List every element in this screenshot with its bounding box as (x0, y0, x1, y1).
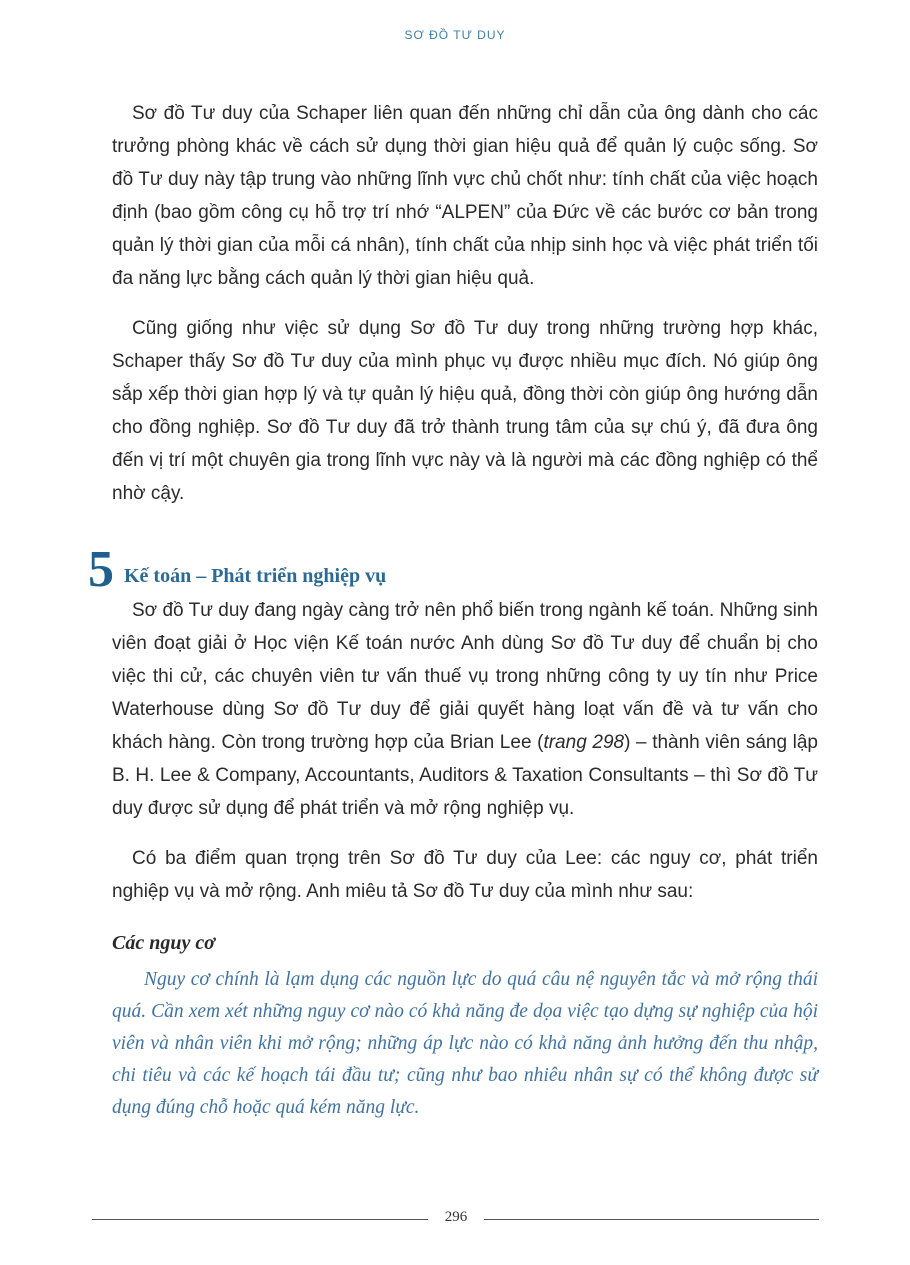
footer-rule-right (484, 1219, 819, 1220)
quote-risks: Nguy cơ chính là lạm dụng các nguồn lực do quá câu nệ nguyên tắc và mở rộng thái quá. Cần xem xét những nguy cơ nào có khả năng đe dọa việc tạo dựng sự nghiệp của hội viên và nhân viên khi mở rộng; những áp lực nào có khả năng ảnh hưởng đến thu nhập, chi tiêu và các kế hoạch tái đầu tư; cũng như bao nhiêu nhân sự có thể không được sử dụng đúng chỗ hoặc quá kém năng lực. (112, 969, 818, 1118)
running-header: SƠ ĐỒ TƯ DUY (404, 28, 506, 42)
page-number: 296 (444, 1209, 468, 1225)
paragraph-accounting-1 (112, 594, 818, 825)
section-number: 5 (88, 541, 114, 598)
page-footer (92, 1209, 819, 1229)
section-heading (88, 540, 818, 598)
paragraph-accounting-2: Có ba điểm quan trọng trên Sơ đồ Tư duy của Lee: các nguy cơ, phát triển nghiệp vụ và mở rộng. Anh miêu tả Sơ đồ Tư duy của mình như sau: (112, 848, 818, 902)
section-title: Kế toán – Phát triển nghiệp vụ (124, 565, 387, 587)
page-content (88, 97, 818, 1124)
sub-heading-risks: Các nguy cơ (112, 932, 215, 954)
paragraph-text: ) – thành viên sáng lập B. H. Lee & Company, Accountants, Auditors & Taxation Consultants – thì Sơ đồ Tư duy được sử dụng để phát triển và mở rộng nghiệp vụ. (112, 732, 818, 819)
paragraph-schaper-2: Cũng giống như việc sử dụng Sơ đồ Tư duy trong những trường hợp khác, Schaper thấy Sơ đồ Tư duy của mình phục vụ được nhiều mục đích. Nó giúp ông sắp xếp thời gian hợp lý và tự quản lý hiệu quả, đồng thời còn giúp ông hướng dẫn cho đồng nghiệp. Sơ đồ Tư duy đã trở thành trung tâm của sự chú ý, đã đưa ông đến vị trí một chuyên gia trong lĩnh vực này và là người mà các đồng nghiệp có thể nhờ cậy. (112, 318, 818, 504)
paragraph-schaper-1: Sơ đồ Tư duy của Schaper liên quan đến những chỉ dẫn của ông dành cho các trưởng phòng khác về cách sử dụng thời gian hiệu quả để quản lý cuộc sống. Sơ đồ Tư duy này tập trung vào những lĩnh vực chủ chốt như: tính chất của việc hoạch định (bao gồm công cụ hỗ trợ trí nhớ “ALPEN” của Đức về các bước cơ bản trong quản lý thời gian của mỗi cá nhân), tính chất của nhịp sinh học và việc phát triển tối đa năng lực bằng cách quản lý thời gian hiệu quả. (112, 103, 818, 289)
footer-rule-left (92, 1219, 428, 1220)
paragraph-text: Sơ đồ Tư duy đang ngày càng trở nên phổ biến trong ngành kế toán. Những sinh viên đoạt giải ở Học viện Kế toán nước Anh dùng Sơ đồ Tư duy để chuẩn bị cho việc thi cử, các chuyên viên tư vấn thuế vụ trong những công ty uy tín như Price Waterhouse dùng Sơ đồ Tư duy để giải quyết hàng loạt vấn đề và tư vấn cho khách hàng. Còn trong trường hợp của Brian Lee ( (112, 600, 818, 753)
page-reference: trang 298 (543, 732, 625, 753)
